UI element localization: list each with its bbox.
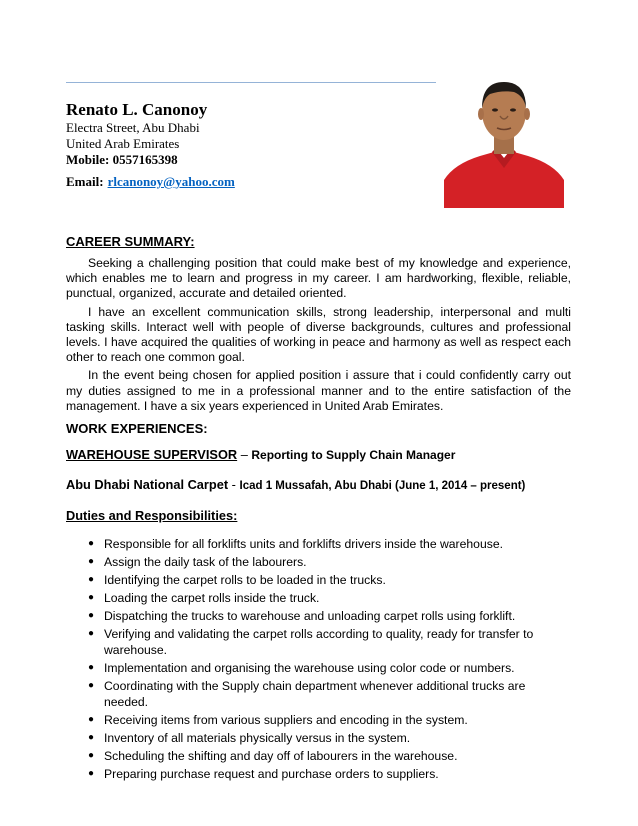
resume-body [66, 234, 571, 784]
list-item: ● Receiving items from various suppliers and encoding in the system. [88, 713, 468, 728]
summary-paragraph-2: I have an excellent communication skills, strong leadership, interpersonal and multi tasking skills. Interact well with people of diverse backgrounds, cultures and professional levels. I have acquired the qualities of working in peace and harmony as well as respect each other to reach one common goal. [66, 304, 571, 365]
email-link[interactable]: rlcanonoy@yahoo.com [107, 174, 235, 189]
list-item: ● Preparing purchase request and purchase orders to suppliers. [88, 767, 439, 782]
list-item: ● Scheduling the shifting and day off of labourers in the warehouse. [88, 749, 458, 764]
bullet-icon: ● [88, 592, 95, 604]
bullet-icon: ● [88, 768, 95, 780]
summary-paragraph-3: In the event being chosen for applied position i assure that i could confidently carry out my duties assigned to me in a professional manner and to the entire satisfaction of the management. I have a six years experienced in United Arab Emirates. [66, 368, 571, 413]
list-item: ● Verifying and validating the carpet rolls according to quality, ready for transfer to warehouse. [88, 627, 534, 658]
candidate-name: Renato L. Canonoy [66, 100, 208, 119]
contact-block [66, 100, 235, 190]
summary-paragraph-1: Seeking a challenging position that could make best of my knowledge and experience, which enables me to learn and progress in my career. I am hardworking, flexible, reliable, punctual, organized, accurate and detailed oriented. [66, 256, 571, 301]
bullet-icon: ● [88, 750, 95, 762]
company-line [66, 477, 571, 494]
bullet-icon: ● [88, 628, 95, 640]
position-title: WAREHOUSE SUPERVISOR [66, 447, 238, 463]
duties-heading: Duties and Responsibilities: [66, 508, 238, 524]
bullet-icon: ● [88, 732, 95, 744]
reporting-line: Reporting to Supply Chain Manager [251, 448, 456, 463]
portrait-photo-icon [444, 68, 564, 208]
company-separator: - [231, 477, 236, 493]
position-line [66, 447, 571, 463]
email-label: Email: [66, 174, 104, 189]
mobile-number: Mobile: 0557165398 [66, 152, 178, 167]
list-item: ● Loading the carpet rolls inside the truck. [88, 591, 320, 606]
company-name: Abu Dhabi National Carpet [66, 477, 229, 493]
address-line-1: Electra Street, Abu Dhabi [66, 120, 200, 135]
list-item: ● Coordinating with the Supply chain department whenever additional trucks are needed. [88, 679, 526, 710]
list-item: ● Assign the daily task of the labourers. [88, 555, 307, 570]
bullet-icon: ● [88, 574, 95, 586]
work-experiences-heading: WORK EXPERIENCES: [66, 421, 208, 437]
company-details: Icad 1 Mussafah, Abu Dhabi (June 1, 2014 – present) [239, 480, 526, 493]
list-item: ● Dispatching the trucks to warehouse and unloading carpet rolls using forklift. [88, 609, 516, 624]
email-row [66, 174, 235, 190]
bullet-icon: ● [88, 538, 95, 550]
duties-list [66, 536, 571, 782]
position-dash: – [240, 447, 248, 463]
bullet-icon: ● [88, 662, 95, 674]
bullet-icon: ● [88, 610, 95, 622]
header-divider [66, 82, 436, 83]
list-item: ● Responsible for all forklifts units and forklifts drivers inside the warehouse. [88, 537, 503, 552]
bullet-icon: ● [88, 556, 95, 568]
bullet-icon: ● [88, 714, 95, 726]
career-summary-heading: CAREER SUMMARY: [66, 234, 195, 249]
list-item: ● Identifying the carpet rolls to be loaded in the trucks. [88, 573, 386, 588]
list-item: ● Inventory of all materials physically versus in the system. [88, 731, 411, 746]
address-line-2: United Arab Emirates [66, 136, 180, 151]
bullet-icon: ● [88, 680, 95, 692]
list-item: ● Implementation and organising the warehouse using color code or numbers. [88, 661, 515, 676]
